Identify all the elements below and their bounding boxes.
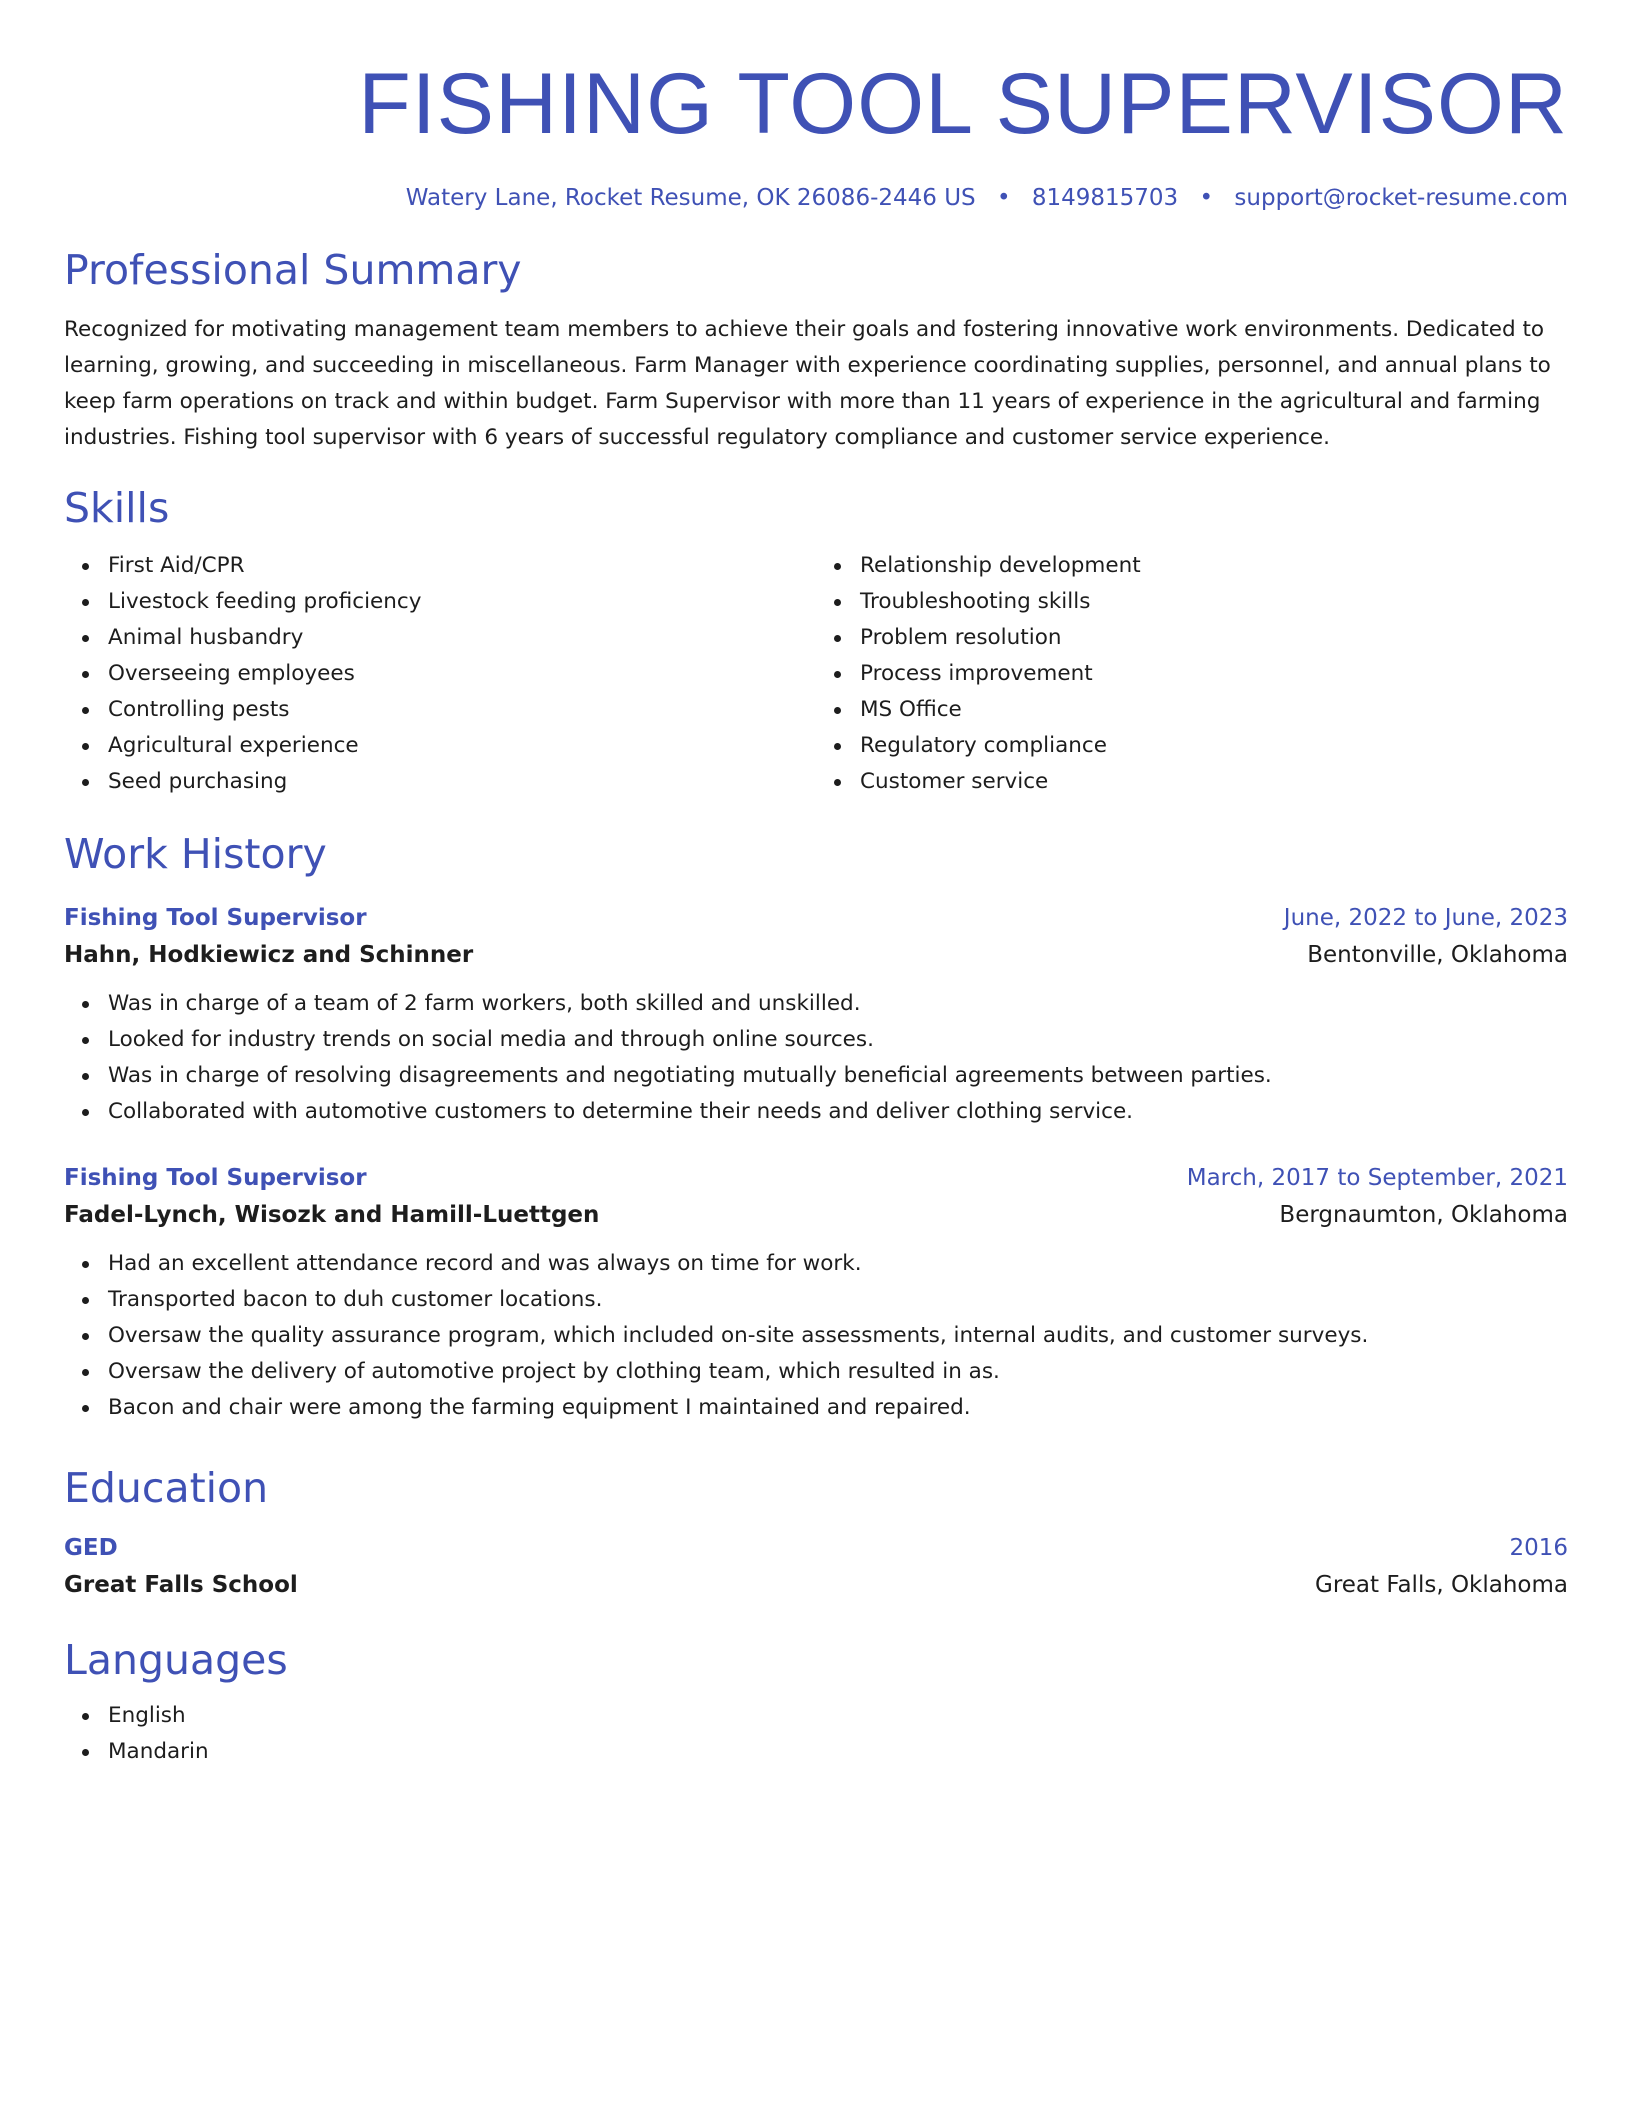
job-bullet: Oversaw the delivery of automotive project by clothing team, which resulted in as. [108, 1354, 1568, 1390]
education-header-row [64, 1530, 1568, 1566]
summary-text: Recognized for motivating management team members to achieve their goals and fostering innovative work environments. Dedicated to learning, growing, and succeeding in miscellaneous. Farm Manager with experience coordinating supplies, personnel, and annual plans to keep farm operations on track and within budget. Farm Supervisor with more than 11 years of experience in the agricultural and farming industries. Fishing tool supervisor with 6 years of successful regulatory compliance and customer service experience. [64, 317, 1551, 450]
contact-email: support@rocket-resume.com [1234, 185, 1568, 211]
skills-right-list [816, 548, 1568, 800]
languages-list [64, 1698, 1568, 1770]
skills-heading: Skills [64, 484, 170, 532]
job-bullet: Bacon and chair were among the farming equipment I maintained and repaired. [108, 1390, 1568, 1426]
job-bullet: Collaborated with automotive customers to determine their needs and deliver clothing service. [108, 1094, 1568, 1130]
skill-item: Seed purchasing [108, 764, 816, 800]
language-item: Mandarin [108, 1734, 1568, 1770]
skill-item: Process improvement [860, 656, 1568, 692]
education-heading: Education [64, 1464, 269, 1512]
job-company-row [64, 936, 1568, 974]
job-bullet: Looked for industry trends on social media and through online sources. [108, 1022, 1568, 1058]
skill-item: Animal husbandry [108, 620, 816, 656]
job-company-row [64, 1196, 1568, 1234]
skill-item: Overseeing employees [108, 656, 816, 692]
job-company: Hahn, Hodkiewicz and Schinner [64, 942, 474, 968]
skill-item: Relationship development [860, 548, 1568, 584]
job-header-row [64, 900, 1568, 936]
job-bullets [64, 1246, 1568, 1426]
job-location: Bergnaumton, Oklahoma [1279, 1202, 1568, 1228]
language-item: English [108, 1698, 1568, 1734]
skill-item: First Aid/CPR [108, 548, 816, 584]
education-school: Great Falls School [64, 1572, 298, 1598]
job-dates: June, 2022 to June, 2023 [1283, 905, 1568, 931]
job-bullet: Had an excellent attendance record and was always on time for work. [108, 1246, 1568, 1282]
job-entry [64, 1160, 1568, 1426]
job-bullet: Oversaw the quality assurance program, which included on-site assessments, internal audits, and customer surveys. [108, 1318, 1568, 1354]
skill-item: Regulatory compliance [860, 728, 1568, 764]
skill-item: Troubleshooting skills [860, 584, 1568, 620]
skill-item: MS Office [860, 692, 1568, 728]
job-bullets [64, 986, 1568, 1130]
job-header-row [64, 1160, 1568, 1196]
contact-separator: • [1199, 185, 1214, 211]
skill-item: Customer service [860, 764, 1568, 800]
job-bullet: Was in charge of a team of 2 farm workers, both skilled and unskilled. [108, 986, 1568, 1022]
contact-address: Watery Lane, Rocket Resume, OK 26086-2446 US [405, 185, 976, 211]
skills-grid [64, 548, 1568, 800]
job-company: Fadel-Lynch, Wisozk and Hamill-Luettgen [64, 1202, 600, 1228]
skills-left-list [64, 548, 816, 800]
languages-heading: Languages [64, 1636, 288, 1684]
job-dates: March, 2017 to September, 2021 [1186, 1165, 1568, 1191]
education-school-row [64, 1566, 1568, 1604]
job-entry [64, 900, 1568, 1130]
education-degree: GED [64, 1535, 118, 1561]
skill-item: Problem resolution [860, 620, 1568, 656]
job-title: Fishing Tool Supervisor [64, 1165, 367, 1191]
education-entry [64, 1530, 1568, 1604]
contact-phone: 8149815703 [1031, 185, 1179, 211]
education-year: 2016 [1509, 1535, 1568, 1561]
candidate-name: FISHING TOOL SUPERVISOR [358, 56, 1568, 152]
job-bullet: Was in charge of resolving disagreements and negotiating mutually beneficial agreements between parties. [108, 1058, 1568, 1094]
contact-line [64, 182, 1568, 214]
skill-item: Controlling pests [108, 692, 816, 728]
contact-separator: • [996, 185, 1011, 211]
job-title: Fishing Tool Supervisor [64, 905, 367, 931]
job-location: Bentonville, Oklahoma [1307, 942, 1568, 968]
summary-heading: Professional Summary [64, 246, 522, 294]
skill-item: Livestock feeding proficiency [108, 584, 816, 620]
skill-item: Agricultural experience [108, 728, 816, 764]
job-bullet: Transported bacon to duh customer locations. [108, 1282, 1568, 1318]
work-history-heading: Work History [64, 830, 327, 878]
education-location: Great Falls, Oklahoma [1315, 1572, 1568, 1598]
